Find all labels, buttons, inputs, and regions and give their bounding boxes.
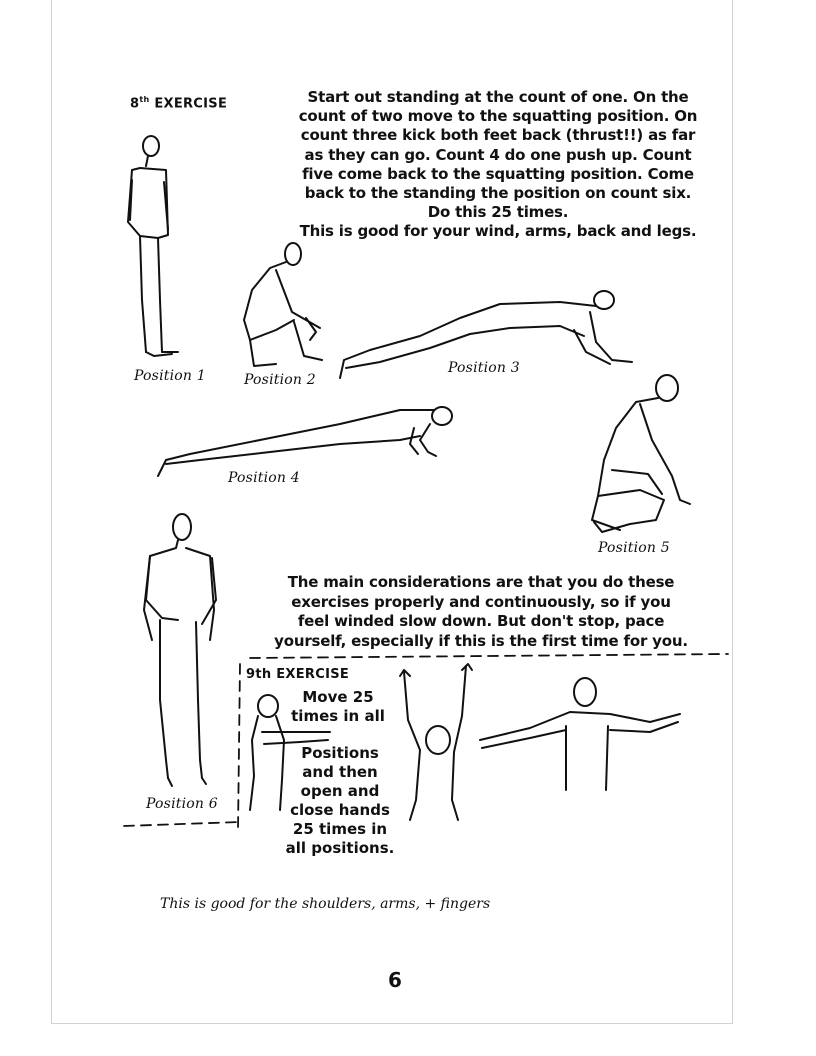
figure-position-1 [128, 136, 178, 356]
considerations-line: yourself, especially if this is the first time for you. [274, 631, 688, 650]
figure-exercise-9-arms-forward [250, 695, 330, 810]
exercise-9-instructions-b: Positions and then open and close hands 25 times in all positions. [285, 744, 395, 857]
instruction-line: Start out standing at the count of one. On the [307, 88, 689, 106]
exercise-9-instructions-a: Move 25 times in all [291, 688, 385, 725]
figure-exercise-9-arms-out [480, 678, 680, 790]
section-divider [250, 654, 728, 658]
instruction-line: as they can go. Count 4 do one push up. Count [304, 145, 692, 164]
figure-position-2 [244, 243, 322, 366]
caption-position-2: Position 2 [244, 372, 316, 388]
considerations-line: The main considerations are that you do these [287, 573, 675, 591]
instruction-line: back to the standing the position on count six. [304, 184, 692, 203]
instruction-line: Do this 25 times. [427, 203, 569, 222]
figure-exercise-9-arms-up [400, 664, 472, 820]
figure-position-5 [592, 375, 690, 532]
caption-position-3: Position 3 [448, 360, 520, 376]
caption-position-6: Position 6 [146, 796, 218, 812]
instruction-line: This is good for your wind, arms, back and legs. [299, 222, 697, 241]
considerations-line: exercises properly and continuously, so if you [291, 592, 671, 611]
section-divider [124, 822, 240, 826]
exercise-9-title: 9th EXERCISE [246, 667, 350, 682]
considerations-line: feel winded slow down. But don't stop, pace [297, 612, 665, 630]
instruction-line: five come back to the squatting position. Come [302, 164, 694, 183]
instruction-line: count of two move to the squatting position. On [298, 107, 698, 126]
caption-position-4: Position 4 [228, 470, 300, 486]
caption-position-1: Position 1 [134, 368, 206, 384]
exercise-8-title: 8th EXERCISE [130, 95, 228, 112]
figure-position-4 [158, 407, 452, 476]
figure-position-3 [340, 291, 632, 378]
figure-position-6 [144, 514, 216, 786]
instruction-line: count three kick both feet back (thrust!!) as far [300, 126, 696, 145]
handwritten-note: This is good for the shoulders, arms, + fingers [160, 896, 491, 912]
page-number: 6 [388, 968, 402, 992]
caption-position-5: Position 5 [598, 540, 670, 556]
section-divider [238, 664, 240, 830]
